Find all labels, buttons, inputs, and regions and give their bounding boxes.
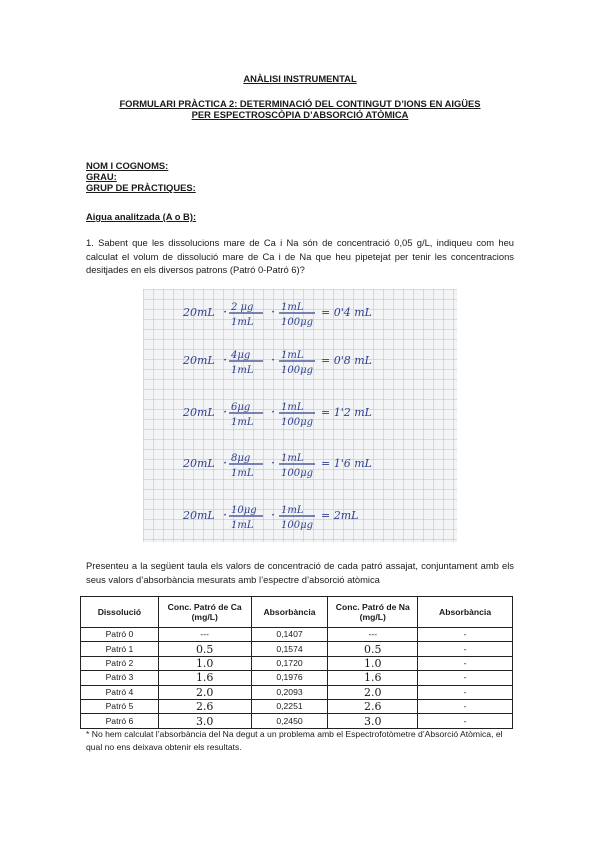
handwritten-calculations	[143, 289, 457, 542]
cell-conc-ca: ---	[158, 628, 251, 642]
subtitle-line-2: PER ESPECTROSCÒPIA D’ABSORCIÓ ATÒMICA	[191, 109, 409, 120]
calc-factor-denominator: 100μg	[281, 520, 313, 531]
calc-volume: 20mL	[183, 306, 215, 319]
calc-factor-denominator: 100μg	[281, 417, 313, 428]
cell-abs-na: -	[418, 642, 513, 656]
table-row	[81, 642, 513, 656]
cell-abs-na: -	[418, 671, 513, 685]
subtitle-line-1: FORMULARI PRÀCTICA 2: DETERMINACIÓ DEL CONTINGUT D’IONS EN AIGÜES	[119, 98, 481, 109]
table-header-row	[81, 597, 513, 628]
table-row	[81, 656, 513, 670]
calc-factor-numerator: 1mL	[281, 453, 304, 464]
calc-factor-numerator: 1mL	[281, 302, 304, 313]
cell-conc-ca: 2.0	[158, 685, 251, 699]
cell-abs-ca: 0,2093	[251, 685, 328, 699]
water-sample-label: Aigua analitzada (A o B):	[86, 211, 197, 222]
calc-volume: 20mL	[183, 354, 215, 367]
cell-conc-na: 3.0	[328, 714, 418, 728]
table-row	[81, 714, 513, 728]
cell-conc-na: ---	[328, 628, 418, 642]
calc-result: = 1'2 mL	[321, 406, 372, 419]
table-row	[81, 699, 513, 713]
cell-abs-ca: 0,1976	[251, 671, 328, 685]
cell-abs-na: -	[418, 656, 513, 670]
calc-dot: ·	[223, 456, 228, 471]
cell-dissolucio: Patró 1	[81, 642, 159, 656]
calc-dot: ·	[271, 456, 276, 471]
cell-conc-ca: 2.6	[158, 699, 251, 713]
header-absorbancia-ca: Absorbància	[251, 597, 328, 628]
cell-abs-ca: 0,1574	[251, 642, 328, 656]
cell-dissolucio: Patró 2	[81, 656, 159, 670]
calc-denominator: 1mL	[231, 365, 254, 376]
calc-result: = 0'8 mL	[321, 354, 372, 367]
calc-numerator: 6μg	[231, 402, 251, 413]
calc-dot: ·	[271, 508, 276, 523]
calc-volume: 20mL	[183, 509, 215, 522]
calc-dot: ·	[223, 405, 228, 420]
cell-abs-na: -	[418, 699, 513, 713]
calc-result: = 2mL	[321, 509, 359, 522]
cell-conc-ca: 0.5	[158, 642, 251, 656]
footnote: * No hem calculat l’absorbància del Na degut a un problema amb el Espectrofotòmetre d’Absorció Atòmica, el qual no ens deixava obtenir els resultats.	[86, 729, 503, 752]
cell-conc-na: 1.0	[328, 656, 418, 670]
cell-abs-ca: 0,1720	[251, 656, 328, 670]
calc-dot: ·	[223, 508, 228, 523]
calc-factor-denominator: 100μg	[281, 365, 313, 376]
calc-result: = 1'6 mL	[321, 457, 372, 470]
identification-block	[86, 160, 196, 193]
calc-dot: ·	[223, 353, 228, 368]
cell-abs-ca: 0,2251	[251, 699, 328, 713]
name-label: NOM I COGNOMS:	[86, 160, 169, 171]
question-1: 1. Sabent que les dissolucions mare de Ca i Na són de concentració 0,05 g/L, indiqueu com heu calculat el volum de dissolució mare de Ca i de Na que heu pipetejat per tenir les concentracions desitjades en els diversos patrons (Patró 0-Patró 6)?	[86, 237, 514, 276]
calc-numerator: 2 μg	[231, 302, 254, 313]
table-row	[81, 628, 513, 642]
document-title: ANÀLISI INSTRUMENTAL	[243, 73, 357, 84]
calc-factor-denominator: 100μg	[281, 317, 313, 328]
calc-factor-numerator: 1mL	[281, 350, 304, 361]
standards-table	[80, 596, 513, 729]
cell-dissolucio: Patró 4	[81, 685, 159, 699]
calc-denominator: 1mL	[231, 317, 254, 328]
calc-factor-numerator: 1mL	[281, 402, 304, 413]
cell-abs-na: -	[418, 628, 513, 642]
cell-dissolucio: Patró 6	[81, 714, 159, 728]
cell-abs-na: -	[418, 714, 513, 728]
handwritten-calculations-photo	[143, 289, 457, 542]
calc-dot: ·	[223, 305, 228, 320]
calc-factor-denominator: 100μg	[281, 468, 313, 479]
cell-conc-na: 2.6	[328, 699, 418, 713]
cell-conc-na: 1.6	[328, 671, 418, 685]
header-conc-ca: Conc. Patró de Ca (mg/L)	[158, 597, 251, 628]
cell-abs-na: -	[418, 685, 513, 699]
cell-conc-ca: 3.0	[158, 714, 251, 728]
calc-numerator: 8μg	[231, 453, 251, 464]
calc-numerator: 4μg	[231, 350, 251, 361]
calc-volume: 20mL	[183, 457, 215, 470]
header-conc-na: Conc. Patró de Na (mg/L)	[328, 597, 418, 628]
calc-denominator: 1mL	[231, 520, 254, 531]
cell-dissolucio: Patró 5	[81, 699, 159, 713]
header-absorbancia-na: Absorbància	[418, 597, 513, 628]
cell-conc-ca: 1.6	[158, 671, 251, 685]
cell-abs-ca: 0,1407	[251, 628, 328, 642]
header-dissolucio: Dissolució	[81, 597, 159, 628]
calc-result: = 0'4 mL	[321, 306, 372, 319]
group-label: GRUP DE PRÀCTIQUES:	[86, 182, 196, 193]
cell-abs-ca: 0,2450	[251, 714, 328, 728]
calc-denominator: 1mL	[231, 468, 254, 479]
cell-conc-na: 0.5	[328, 642, 418, 656]
calc-dot: ·	[271, 353, 276, 368]
cell-dissolucio: Patró 0	[81, 628, 159, 642]
document-subtitle	[0, 98, 600, 120]
cell-conc-ca: 1.0	[158, 656, 251, 670]
calc-factor-numerator: 1mL	[281, 505, 304, 516]
cell-conc-na: 2.0	[328, 685, 418, 699]
grade-label: GRAU:	[86, 171, 117, 182]
calc-dot: ·	[271, 405, 276, 420]
calc-volume: 20mL	[183, 406, 215, 419]
cell-dissolucio: Patró 3	[81, 671, 159, 685]
calc-denominator: 1mL	[231, 417, 254, 428]
table-row	[81, 685, 513, 699]
calc-numerator: 10μg	[231, 505, 257, 516]
calc-dot: ·	[271, 305, 276, 320]
table-row	[81, 671, 513, 685]
paragraph-table-intro: Presenteu a la següent taula els valors de concentració de cada patró assajat, conjuntament amb els seus valors d’absorbància mesurats amb l’espectre d’absorció atòmica	[86, 560, 514, 585]
